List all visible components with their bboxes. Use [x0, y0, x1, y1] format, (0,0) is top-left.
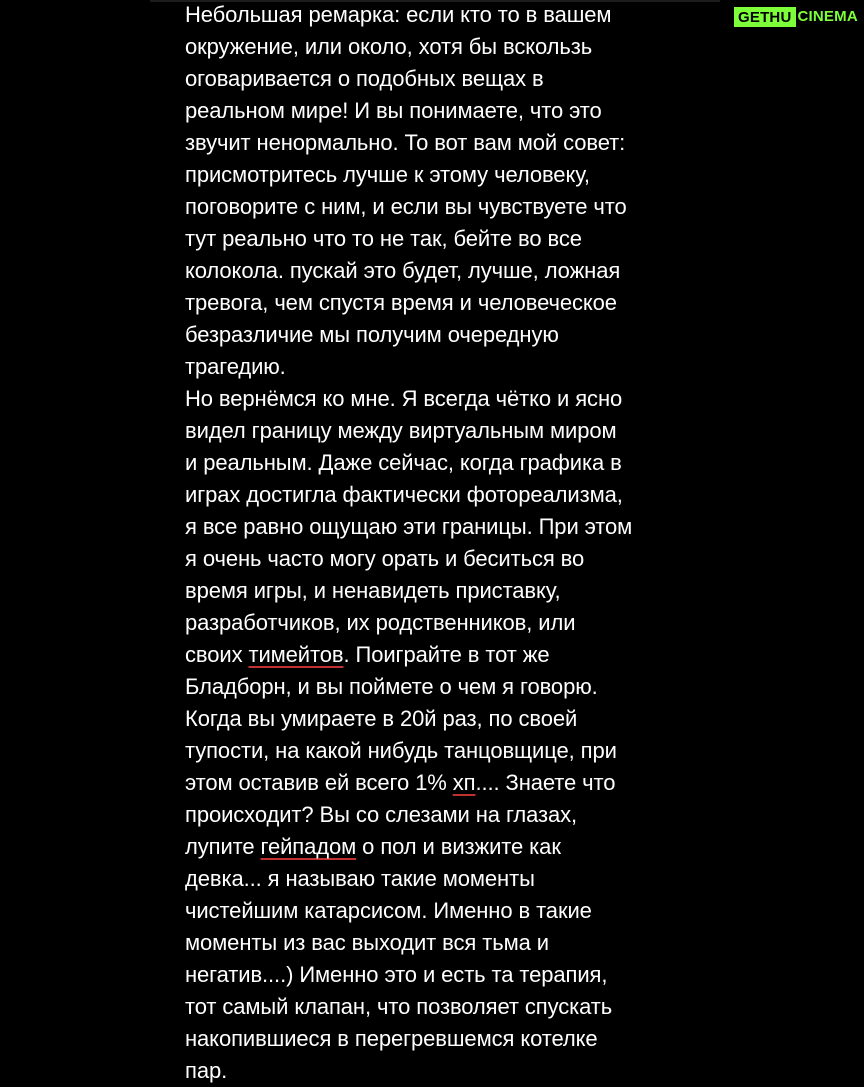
- text-segment: тут реально что то не так, бейте во все: [185, 226, 582, 251]
- text-segment: Но вернёмся ко мне. Я всегда чётко и ясно: [185, 386, 623, 411]
- text-segment: тревога, чем спустя время и человеческое: [185, 290, 617, 315]
- text-line: [185, 415, 705, 447]
- text-line: [185, 191, 705, 223]
- text-line: [185, 543, 705, 575]
- text-line: [185, 735, 705, 767]
- text-segment: .... Знаете что: [475, 770, 616, 795]
- text-line: [185, 383, 705, 415]
- text-line: [185, 671, 705, 703]
- text-segment: реальном мире! И вы понимаете, что это: [185, 98, 602, 123]
- text-segment: . Поиграйте в тот же: [343, 642, 550, 667]
- text-segment: окружение, или около, хотя бы вскользь: [185, 34, 593, 59]
- text-line: [185, 95, 705, 127]
- text-segment: поговорите с ним, и если вы чувствуете что: [185, 194, 627, 219]
- text-segment: лупите: [185, 834, 261, 859]
- spellcheck-underlined-word: тимейтов: [248, 642, 344, 667]
- text-segment: негатив....) Именно это и есть та терапия,: [185, 962, 608, 987]
- text-segment: время игры, и ненавидеть приставку,: [185, 578, 561, 603]
- text-segment: Бладборн, и вы поймете о чем я говорю.: [185, 674, 598, 699]
- spellcheck-underlined-word: хп: [452, 770, 476, 795]
- text-line: [185, 319, 705, 351]
- logo-text: CINEMA: [797, 8, 858, 25]
- text-line: [185, 895, 705, 927]
- text-segment: и реальным. Даже сейчас, когда графика в: [185, 450, 622, 475]
- text-line: [185, 63, 705, 95]
- text-segment: разработчиков, их родственников, или: [185, 610, 576, 635]
- text-segment: играх достигла фактически фотореализма,: [185, 482, 623, 507]
- text-line: [185, 767, 705, 799]
- text-segment: присмотритесь лучше к этому человеку,: [185, 162, 590, 187]
- text-line: [185, 831, 705, 863]
- text-line: [185, 927, 705, 959]
- text-line: [185, 223, 705, 255]
- text-line: [185, 607, 705, 639]
- text-line: [185, 159, 705, 191]
- text-segment: трагедию.: [185, 354, 286, 379]
- text-line: [185, 479, 705, 511]
- text-line: [185, 1055, 705, 1087]
- text-line: [185, 863, 705, 895]
- text-segment: пар.: [185, 1058, 228, 1083]
- text-segment: чистейшим катарсисом. Именно в такие: [185, 898, 592, 923]
- text-segment: тупости, на какой нибудь танцовщице, при: [185, 738, 617, 763]
- text-line: [185, 799, 705, 831]
- spellcheck-underlined-word: гейпадом: [260, 834, 357, 859]
- text-line: [185, 0, 705, 31]
- text-segment: Небольшая ремарка: если кто то в вашем: [185, 2, 612, 27]
- text-line: [185, 287, 705, 319]
- text-segment: безразличие мы получим очередную: [185, 322, 559, 347]
- text-line: [185, 127, 705, 159]
- text-line: [185, 575, 705, 607]
- text-line: [185, 639, 705, 671]
- text-line: [185, 991, 705, 1023]
- text-segment: видел границу между виртуальным миром: [185, 418, 617, 443]
- text-segment: своих: [185, 642, 249, 667]
- text-line: [185, 1023, 705, 1055]
- text-segment: оговаривается о подобных вещах в: [185, 66, 544, 91]
- text-line: [185, 31, 705, 63]
- text-segment: тот самый клапан, что позволяет спускать: [185, 994, 613, 1019]
- text-segment: я очень часто могу орать и беситься во: [185, 546, 585, 571]
- text-segment: колокола. пускай это будет, лучше, ложная: [185, 258, 621, 283]
- text-segment: о пол и визжите как: [356, 834, 561, 859]
- text-segment: моменты из вас выходит вся тьма и: [185, 930, 549, 955]
- text-segment: этом оставив ей всего 1%: [185, 770, 453, 795]
- text-line: [185, 959, 705, 991]
- text-body: [185, 0, 705, 1087]
- text-line: [185, 351, 705, 383]
- text-line: [185, 511, 705, 543]
- text-segment: накопившиеся в перегревшемся котелке: [185, 1026, 598, 1051]
- text-segment: я все равно ощущаю эти границы. При этом: [185, 514, 633, 539]
- text-segment: происходит? Вы со слезами на глазах,: [185, 802, 578, 827]
- text-line: [185, 703, 705, 735]
- text-line: [185, 447, 705, 479]
- text-line: [185, 255, 705, 287]
- text-segment: Когда вы умираете в 20й раз, по своей: [185, 706, 578, 731]
- logo-box-text: GETHU: [734, 7, 796, 27]
- text-segment: девка... я называю такие моменты: [185, 866, 535, 891]
- text-segment: звучит ненормально. То вот вам мой совет:: [185, 130, 626, 155]
- watermark-logo: [734, 7, 858, 27]
